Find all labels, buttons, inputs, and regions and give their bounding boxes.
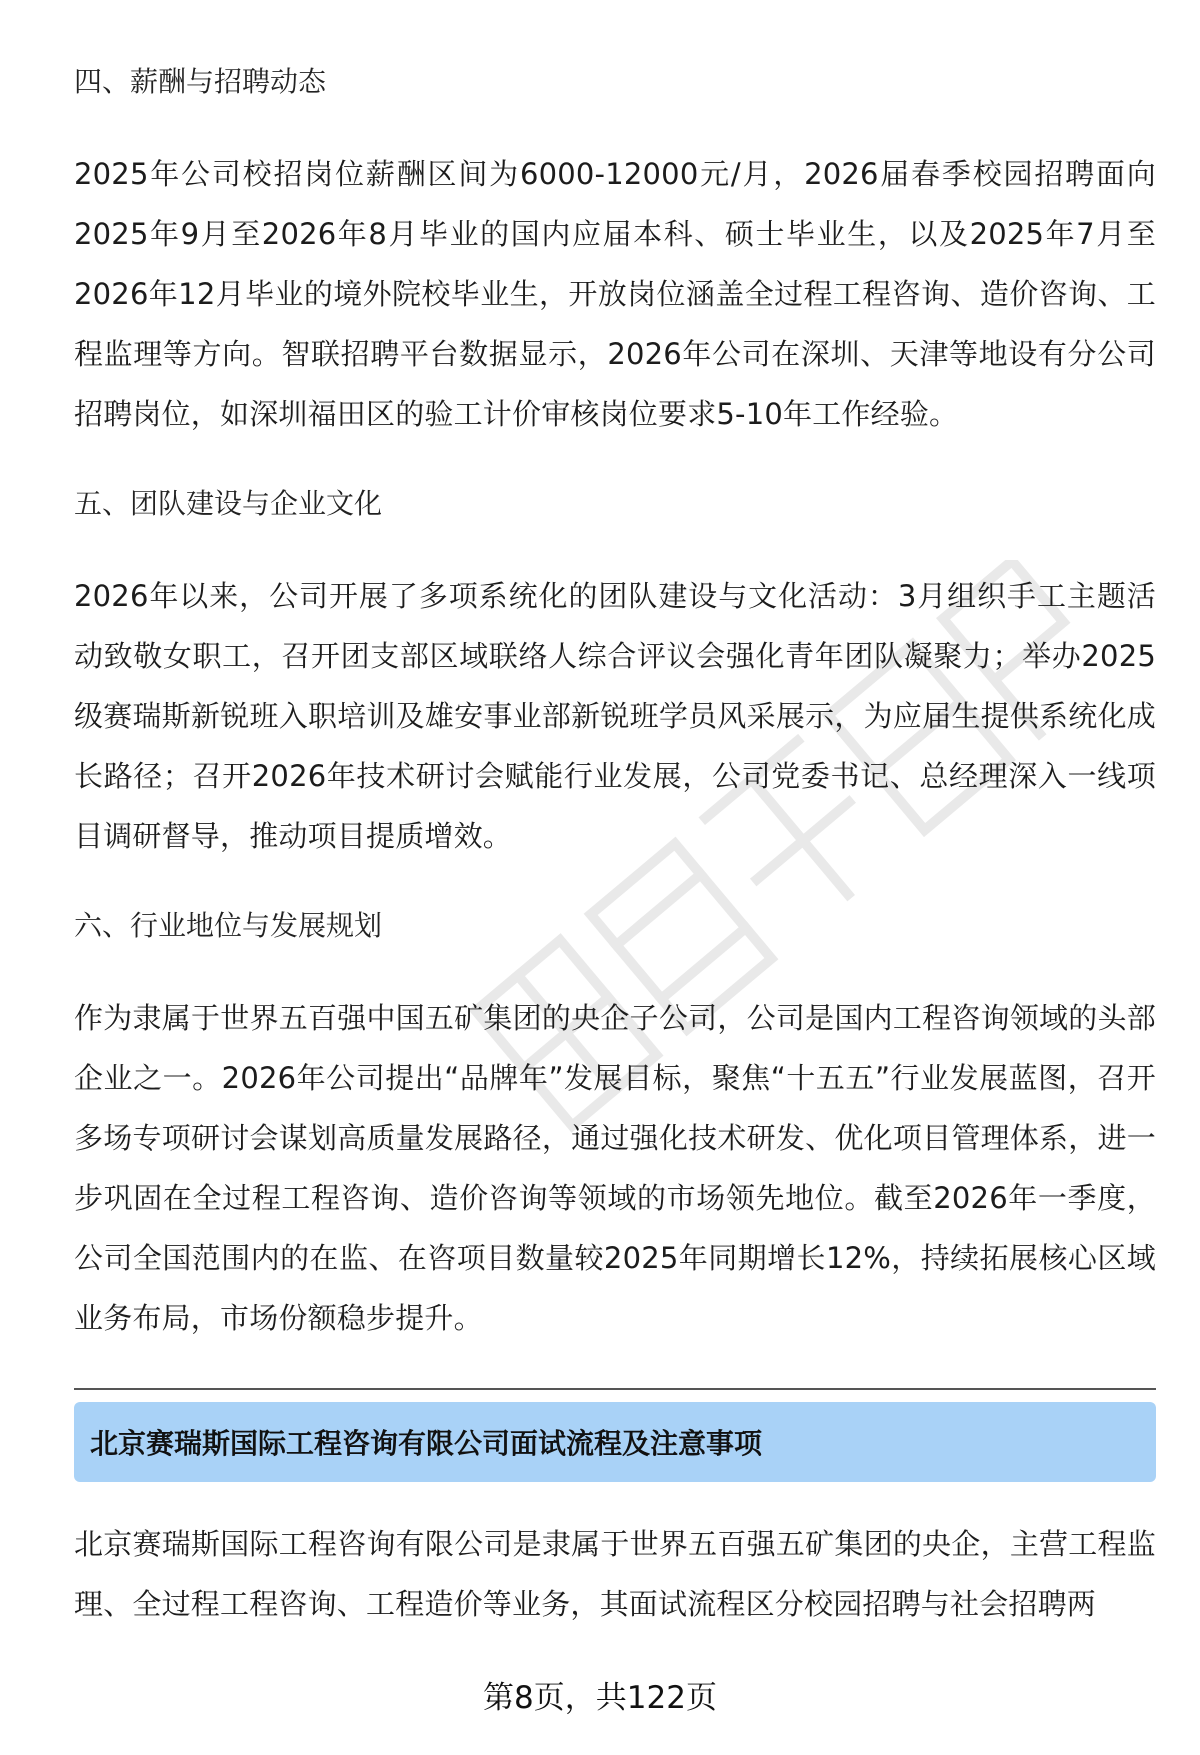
page-number-footer: 第8页，共122页: [483, 1680, 717, 1716]
document-content: [74, 62, 1156, 1674]
section-divider: [74, 1388, 1156, 1390]
section-banner: [74, 1402, 1156, 1482]
section-body-team: 2026年以来，公司开展了多项系统化的团队建设与文化活动：3月组织手工主题活动致敬女职工，召开团支部区域联络人综合评议会强化青年团队凝聚力；举办2025级赛瑞斯新锐班入职培训及雄安事业部新锐班学员风采展示，为应届生提供系统化成长路径；召开2026年技术研讨会赋能行业发展，公司党委书记、总经理深入一线项目调研督导，推动项目提质增效。: [74, 579, 1156, 853]
section-heading-team: 五、团队建设与企业文化: [74, 487, 383, 520]
section-heading-salary: 四、薪酬与招聘动态: [74, 65, 327, 98]
intro-paragraph: 北京赛瑞斯国际工程咨询有限公司是隶属于世界五百强五矿集团的央企，主营工程监理、全过程工程咨询、工程造价等业务，其面试流程区分校园招聘与社会招聘两: [74, 1527, 1156, 1621]
banner-title: 北京赛瑞斯国际工程咨询有限公司面试流程及注意事项: [90, 1427, 763, 1460]
section-body-industry: 作为隶属于世界五百强中国五矿集团的央企子公司，公司是国内工程咨询领域的头部企业之一。2026年公司提出“品牌年”发展目标，聚焦“十五五”行业发展蓝图，召开多场专项研讨会谋划高质量发展路径，通过强化技术研发、优化项目管理体系，进一步巩固在全过程工程咨询、造价咨询等领域的市场领先地位。截至2026年一季度，公司全国范围内的在监、在咨项目数量较2025年同期增长12%，持续拓展核心区域业务布局，市场份额稳步提升。: [74, 1001, 1156, 1335]
section-heading-industry: 六、行业地位与发展规划: [74, 909, 383, 942]
section-body-salary: 2025年公司校招岗位薪酬区间为6000-12000元/月，2026届春季校园招聘面向2025年9月至2026年8月毕业的国内应届本科、硕士毕业生，以及2025年7月至2026年12月毕业的境外院校毕业生，开放岗位涵盖全过程工程咨询、造价咨询、工程监理等方向。智联招聘平台数据显示，2026年公司在深圳、天津等地设有分公司招聘岗位，如深圳福田区的验工计价审核岗位要求5-10年工作经验。: [74, 157, 1156, 431]
